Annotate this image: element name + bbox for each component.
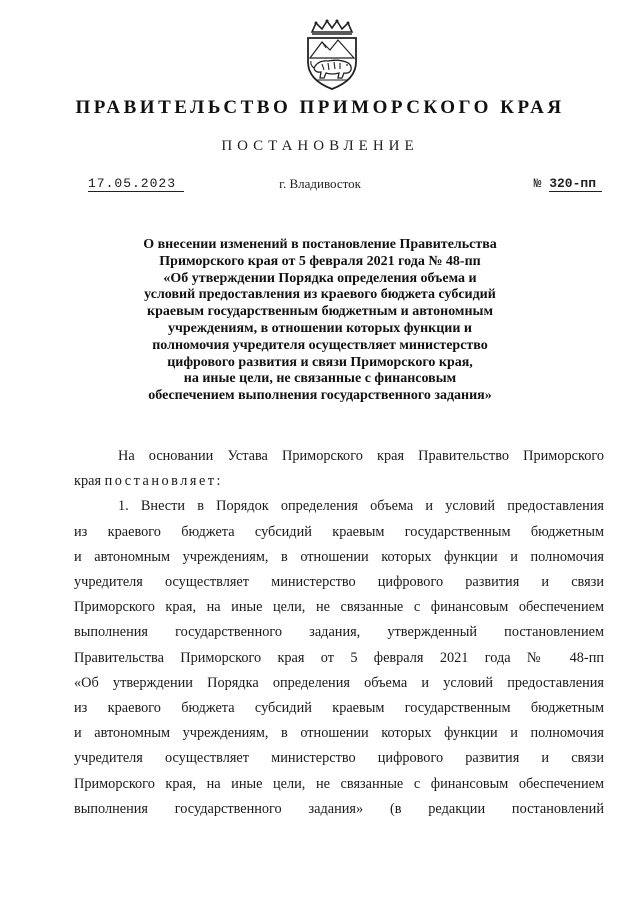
paragraph-line: «Об утверждении Порядка определения объема и условий предоставления xyxy=(74,674,604,691)
preamble-word: края xyxy=(74,473,102,490)
heading-line: О внесении изменений в постановление Правительства xyxy=(143,237,497,252)
government-title: ПРАВИТЕЛЬСТВО ПРИМОРСКОГО КРАЯ xyxy=(75,97,565,118)
document-date: 17.05.2023 xyxy=(88,177,184,192)
document-city: г. Владивосток xyxy=(279,176,361,191)
paragraph-line: учредителя осуществляет министерство цифрового развития и связи xyxy=(74,750,604,767)
paragraph-line: из краевого бюджета субсидий краевым государственным бюджетным xyxy=(74,700,604,717)
number-prefix: № xyxy=(533,176,542,191)
paragraph-line: Правительства Приморского края от 5 февраля 2021 года № 48-пп xyxy=(74,649,604,666)
paragraph-line: учредителя осуществляет министерство цифрового развития и связи xyxy=(74,574,604,591)
heading-line: краевым государственным бюджетным и автономным xyxy=(147,304,493,320)
heading-line: Приморского края от 5 февраля 2021 года № 48-пп xyxy=(159,253,481,269)
paragraph-line: и автономным учреждениям, в отношении которых функции и полномочия xyxy=(74,548,604,565)
preamble-line: На основании Устава Приморского края Правительство Приморского xyxy=(118,448,604,464)
paragraph-line: 1. Внести в Порядок определения объема и условий предоставления xyxy=(118,498,604,515)
paragraph-line: выполнения государственного задания, утвержденный постановлением xyxy=(74,624,604,641)
paragraph-line: Приморского края, на иные цели, не связанные с финансовым обеспечением xyxy=(74,775,604,792)
document-heading xyxy=(100,237,540,405)
paragraph-line: Приморского края, на иные цели, не связанные с финансовым обеспечением xyxy=(74,599,604,616)
heading-line: на иные цели, не связанные с финансовым xyxy=(183,371,457,387)
coat-of-arms-icon xyxy=(302,18,362,92)
heading-line: полномочия учредителя осуществляет министерство xyxy=(152,337,488,353)
paragraph-line: из краевого бюджета субсидий краевым государственным бюджетным xyxy=(74,523,604,540)
heading-line: условий предоставления из краевого бюджета субсидий xyxy=(144,287,496,303)
heading-line: цифрового развития и связи Приморского края, xyxy=(167,354,473,370)
paragraph-line: выполнения государственного задания» (в редакции постановлений xyxy=(74,800,604,817)
document-body xyxy=(74,444,604,822)
document-type: ПОСТАНОВЛЕНИЕ xyxy=(221,138,419,154)
number-value: 320-пп xyxy=(549,176,602,192)
heading-line: учреждениям, в отношении которых функции и xyxy=(168,320,472,336)
preamble-line xyxy=(74,469,604,494)
decree-word: постановляет: xyxy=(104,473,224,490)
document-number xyxy=(534,177,602,191)
heading-line: «Об утверждении Порядка определения объема и xyxy=(163,270,477,286)
heading-line: обеспечением выполнения государственного задания» xyxy=(148,388,492,404)
paragraph-line: и автономным учреждениям, в отношении которых функции и полномочия xyxy=(74,725,604,742)
